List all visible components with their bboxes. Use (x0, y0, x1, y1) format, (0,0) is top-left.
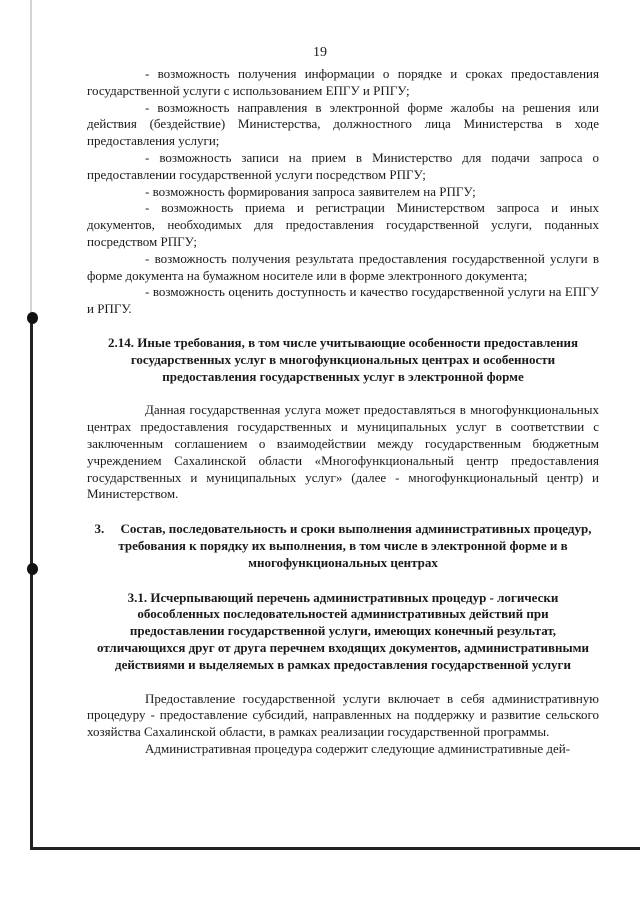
page-body (87, 66, 599, 758)
binder-hole-bottom (27, 563, 38, 575)
bullet-item: - возможность получения информации о порядке и сроках предоставления государственной услуги с использованием ЕПГУ и РПГУ; (87, 66, 599, 98)
scan-left-edge-line (30, 320, 33, 850)
section-heading-3: 3. Состав, последовательность и сроки выполнения административных процедур, требования к порядку их выполнения, в том числе в электронной форме и в многофункциональных центрах (94, 521, 595, 570)
section-heading-3-1: 3.1. Исчерпывающий перечень административных процедур - логически обособленных последовательностей административных действий при предоставлении государственной услуги, имеющих конечный результат, отличающихся друг от друга перечнем входящих документов, административными действиями и выделяемых в рамках предоставления государственной услуги (97, 589, 589, 672)
section-paragraph: Данная государственная услуга может предоставляться в многофункциональных центрах предоставления государственных и муниципальных услуг в соответствии с заключенным соглашением о взаимодействии между государственным бюджетным учреждением Сахалинской области «Многофункциональный центр предоставления государственных и муниципальных услуг» (далее - многофункциональный центр) и Министерством. (87, 402, 599, 502)
page-number: 19 (313, 45, 327, 60)
bullet-item: - возможность записи на прием в Министерство для подачи запроса о предоставлении государственной услуги посредством РПГУ; (87, 149, 599, 182)
bullet-item: - возможность оценить доступность и качество государственной услуги на ЕПГУ и РПГУ. (87, 284, 599, 317)
bullet-item: - возможность получения результата предоставления государственной услуги в форме документа на бумажном носителе или в форме электронного документа; (87, 250, 599, 283)
section-heading-2-14: 2.14. Иные требования, в том числе учитывающие особенности предоставления государственных услуг в многофункциональных центрах и особенности предоставления государственных услуг в электронной форме (107, 334, 579, 384)
bullet-item: - возможность приема и регистрации Министерством запроса и иных документов, необходимых для предоставления государственной услуги, поданных посредством РПГУ; (87, 200, 599, 249)
section-paragraph: Предоставление государственной услуги включает в себя административную процедуру - предоставление субсидий, направленных на поддержку и развитие сельского хозяйства Сахалинской области, в рамках реализации государственной программы. (87, 690, 599, 740)
bullet-item: - возможность направления в электронной форме жалобы на решения или действия (бездействие) Министерства, должностного лица Министерства в ходе предоставления услуги; (87, 99, 599, 149)
section-paragraph: Административная процедура содержит следующие административные дей- (145, 740, 571, 756)
scan-bottom-edge-line (30, 847, 640, 850)
bullet-item: - возможность формирования запроса заявителем на РПГУ; (145, 183, 476, 199)
binder-hole-top (27, 312, 38, 324)
